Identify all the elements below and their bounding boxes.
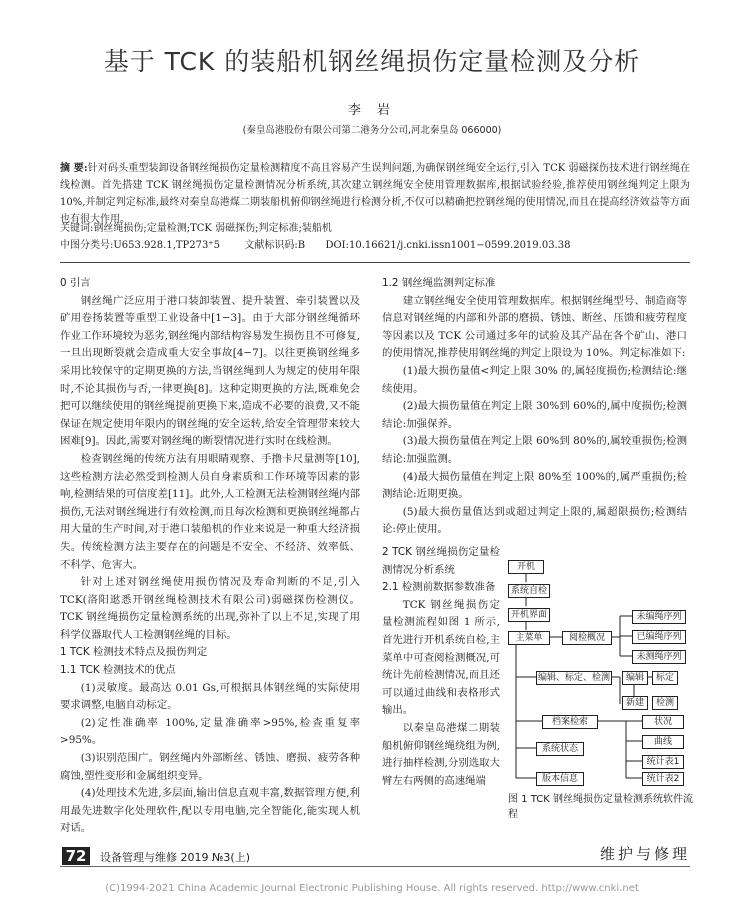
flow-box-self-check: 系统自检 [508,584,550,598]
flow-box-edit: 编辑 [622,671,648,685]
subsection-heading-2-1: 2.1 检测前数据参数准备 [382,581,496,594]
paragraph: 检查钢丝绳的传统方法有用眼睛观察、手撸卡尺量测等[10],这些检测方法必然受到检测人员自身素质和工作环境等因素的影响,检测结果的可信度差[11]。此外,人工检测无法检测钢丝绳内部损伤,无法对钢丝绳进行有效检测,而且每次检测和更换钢丝绳都占用大量的生产时间,对于港口装船机的作业来说是一种重大经济损失。传统检测方法主要存在的问题是不安全、不经济、效率低、不科学、危害大。 [60,452,360,571]
section-heading-intro: 0 引言 [60,277,91,289]
paragraph: 建立钢丝绳安全使用管理数据库。根据钢丝绳型号、制造商等信息对钢丝绳的内部和外部的磨损、锈蚀、断丝、压馈和疲劳程度等因素以及 TCK 公司通过多年的试验及其产品在各个矿山、港口的使用情况,推荐使用钢丝绳的判定上限设为 10%。判定标准如下: [382,294,687,360]
right-column [382,275,687,539]
flow-box-version-info: 版本信息 [536,772,584,786]
subsection-heading-1-2: 1.2 钢丝绳监测判定标准 [382,277,496,289]
keywords: 关键词:钢丝绳损伤;定量检测;TCK 弱磁探伤;判定标准;装船机 [60,223,332,234]
figure-caption: 图 1 TCK 钢丝绳损伤定量检测系统软件流程 [508,794,693,820]
flow-box-system-status: 系统状态 [536,742,584,756]
flow-box-status: 状况 [642,715,684,729]
list-item: (1)灵敏度。最高达 0.01 Gs,可根据具体钢丝绳的实际使用要求调整,电脑自动标定。 [60,681,360,712]
abstract-label: 摘 要: [60,163,88,174]
flow-box-edited-sequence: 未编绳序列 [632,610,686,624]
footer-divider [60,866,690,867]
flow-box-new: 新建 [622,696,648,710]
criterion-item: (3)最大损伤量值在判定上限 60%到 80%的,属较重损伤;检测结论:加强监测。 [382,435,687,465]
page-number: 72 [62,847,90,865]
flow-box-main-menu: 主菜单 [508,631,550,645]
flow-box-power-on: 开机 [508,560,544,574]
paragraph: 针对上述对钢丝绳使用损伤情况及寿命判断的不足,引入TCK(洛阳逖悉开钢丝绳检测技术有限公司)弱磁探伤检测仪。TCK 钢丝绳损伤定量检测系统的出现,弥补了以上不足,实现了用科学仪器取代人工检测钢丝绳的目标。 [60,576,360,641]
paper-title: 基于 TCK 的装船机钢丝绳损伤定量检测及分析 [103,47,641,76]
doi: DOI:10.16621/j.cnki.issn1001−0599.2019.03.38 [325,240,571,251]
list-item: (4)处理技术先进,多层面,输出信息直观丰富,数据管理方便,利用最先进数字化处理软件,配以专用电脑,完全智能化,能实现人机对话。 [60,787,360,835]
flowchart-figure [508,558,688,808]
classification-number: 中图分类号:U653.928.1,TP273⁺5 [60,240,220,251]
flow-box-edit-calibrate-detect: 编辑、标定、检测 [537,673,610,683]
section-banner: 维护与修理 [599,845,690,863]
criterion-item: (2)最大损伤量值在判定上限 30%到 60%的,属中度损伤;检测结论:加强保养。 [382,400,687,430]
list-item: (2)定性准确率 100%,定量准确率>95%,检查重复率>95%。 [60,716,360,747]
flow-box-untested-sequence: 未测绳序列 [632,650,686,664]
paragraph: 以秦皇岛港煤二期装船机俯仰钢丝绳绕组为例,进行抽样检测,分别选取大臂左右两侧的高速绳端 [382,721,500,787]
flow-box-boot-screen: 开机界面 [508,608,550,622]
document-code: 文献标识码:B [244,240,306,251]
criterion-item: (1)最大损伤量值<判定上限 30% 的,属轻度损伤;检测结论:继续使用。 [382,364,687,395]
metadata-row [60,237,690,254]
list-item: (3)识别范围广。钢丝绳内外部断丝、锈蚀、磨损、疲劳各种腐蚀,塑性变形和金属组织变异。 [60,752,360,782]
abstract-text: 针对码头重型装卸设备钢丝绳损伤定量检测精度不高且容易产生误判问题,为确保钢丝绳安全运行,引入 TCK 弱磁探伤技术进行钢丝绳在线检测。首先搭建 TCK 钢丝绳损伤定量检测情况分析系统,其次建立钢丝绳安全使用管理数据库,根据试验经验,推荐使用钢丝绳判定上限为 10%,并制定判定标准,最终对秦皇岛港煤二期装船机俯仰钢丝绳进行检测分析,不仅可以精确把控钢丝绳的使用情况,而且在提高经济效益等方面也有很大作用。 [60,163,690,225]
right-column-narrow [382,544,500,790]
section-heading-2: 2 TCK 钢丝绳损伤定量检测情况分析系统 [382,546,500,576]
subsection-heading-1-1: 1.1 TCK 检测技术的优点 [60,664,176,677]
flow-box-overview: 阅检概况 [562,631,612,645]
flow-box-calibrate: 标定 [652,671,678,685]
flow-box-stat-table-1: 统计表1 [642,755,684,769]
section-heading-1: 1 TCK 检测技术特点及损伤判定 [60,646,208,659]
flow-box-archive-search: 档案检索 [542,715,598,729]
author-name: 李 岩 [347,103,397,118]
header-divider [60,262,690,263]
flow-box-done-sequence: 已编绳序列 [632,630,686,644]
paragraph: 钢丝绳广泛应用于港口装卸装置、提升装置、牵引装置以及矿用卷扬装置等重型工业设备中[1−3]。由于大部分钢丝绳循环作业工作环境较为恶劣,钢丝绳内部结构容易发生损伤且不可修复,一旦出现断裂就会造成重大安全事故[4−7]。以往更换钢丝绳多采用比较保守的定期更换的方法,当钢丝绳到人为规定的使用年限时,不论其损伤与否,一律更换[8]。这种定期更换的方法,既难免会把可以继续使用的钢丝绳提前更换下来,造成不必要的浪费,又不能保证在规定使用年限内的钢丝绳的安全运转,给安全管理带来较大困难[9]。因此,需要对钢丝绳的断裂情况进行实时在线检测。 [60,294,360,448]
flow-box-detect: 检测 [652,696,678,710]
criterion-item: (5)最大损伤量值达到或超过判定上限的,属超限损伤;检测结论:停止使用。 [382,505,687,536]
copyright-notice: (C)1994-2021 China Academic Journal Electronic Publishing House. All rights reserved. http://www.cnki.net [105,883,639,894]
author-affiliation: (秦皇岛港股份有限公司第二港务分公司,河北秦皇岛 066000) [242,125,502,136]
left-column [60,275,360,838]
flow-box-curve: 曲线 [642,735,684,749]
paragraph: TCK 钢丝绳损伤定量检测流程如图 1 所示,首先进行开机系统自检,主菜单中可查阅检测概况,可统计先前检测情况,而且还可以通过曲线和表格形式输出。 [382,598,500,717]
abstract [60,160,690,228]
flow-box-stat-table-2: 统计表2 [642,772,684,786]
criterion-item: (4)最大损伤量值在判定上限 80%至 100%的,属严重损伤;检测结论:近期更换。 [382,470,687,501]
journal-info: 设备管理与维修 2019 №3(上) [100,851,251,864]
